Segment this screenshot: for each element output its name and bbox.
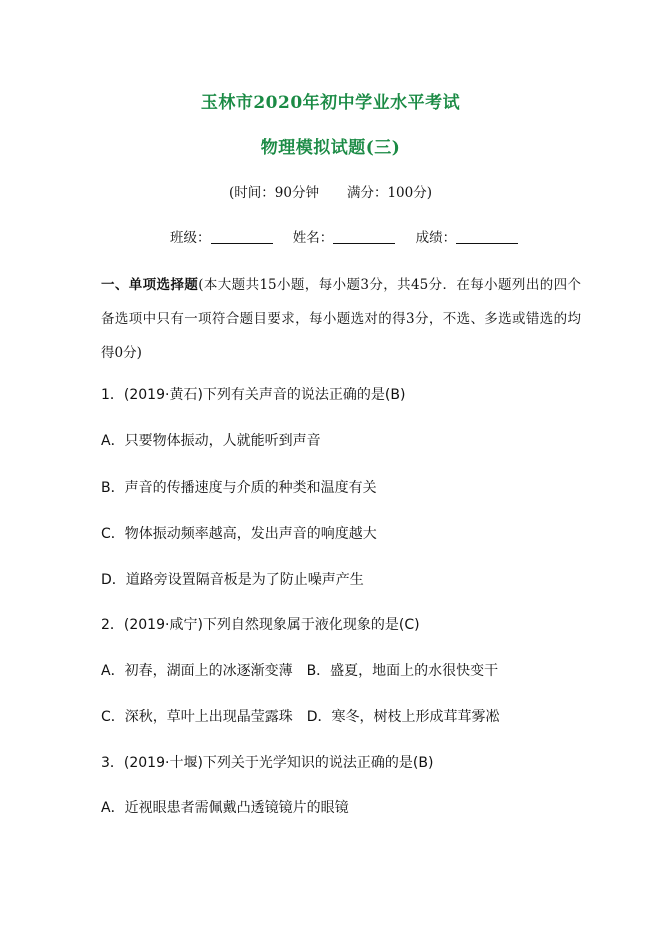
student-info-fields bbox=[170, 226, 534, 246]
question-2-options-cd: C．深秋，草叶上出现晶莹露珠 D．寒冬，树枝上形成茸茸雾凇 bbox=[101, 709, 500, 725]
question-1-option-d: D．道路旁设置隔音板是为了防止噪声产生 bbox=[101, 572, 364, 588]
question-1-option-c: C．物体振动频率越高，发出声音的响度越大 bbox=[101, 526, 377, 542]
question-2-stem: 2．(2019·咸宁)下列自然现象属于液化现象的是(C) bbox=[101, 617, 420, 633]
section-heading: 一、单项选择题 bbox=[101, 277, 199, 293]
grade-blank[interactable] bbox=[456, 228, 518, 244]
question-3-stem: 3．(2019·十堰)下列关于光学知识的说法正确的是(B) bbox=[101, 755, 434, 771]
full-score: 满分：100分) bbox=[346, 185, 432, 201]
time-limit: (时间：90分钟 bbox=[229, 185, 319, 201]
exam-subtitle: 物理模拟试题(三) bbox=[260, 138, 401, 158]
exam-meta bbox=[0, 181, 661, 201]
question-3-option-a: A．近视眼患者需佩戴凸透镜镜片的眼镜 bbox=[101, 800, 349, 816]
question-1-stem: 1．(2019·黄石)下列有关声音的说法正确的是(B) bbox=[101, 387, 406, 403]
class-label: 班级： bbox=[170, 230, 211, 246]
question-1-option-b: B．声音的传播速度与介质的种类和温度有关 bbox=[101, 480, 377, 496]
name-blank[interactable] bbox=[333, 228, 395, 244]
section-instructions bbox=[101, 268, 581, 370]
class-blank[interactable] bbox=[211, 228, 273, 244]
section-text: (本大题共15小题，每小题3分，共45分．在每小题列出的四个备选项中只有一项符合题目要求，每小题选对的得3分，不选、多选或错选的均得0分) bbox=[101, 277, 581, 361]
question-1-option-a: A．只要物体振动，人就能听到声音 bbox=[101, 433, 321, 449]
name-label: 姓名： bbox=[292, 230, 334, 246]
grade-label: 成绩： bbox=[415, 230, 457, 246]
exam-title: 玉林市2020年初中学业水平考试 bbox=[200, 93, 461, 113]
question-2-options-ab: A．初春，湖面上的冰逐渐变薄 B．盛夏，地面上的水很快变干 bbox=[101, 663, 499, 679]
